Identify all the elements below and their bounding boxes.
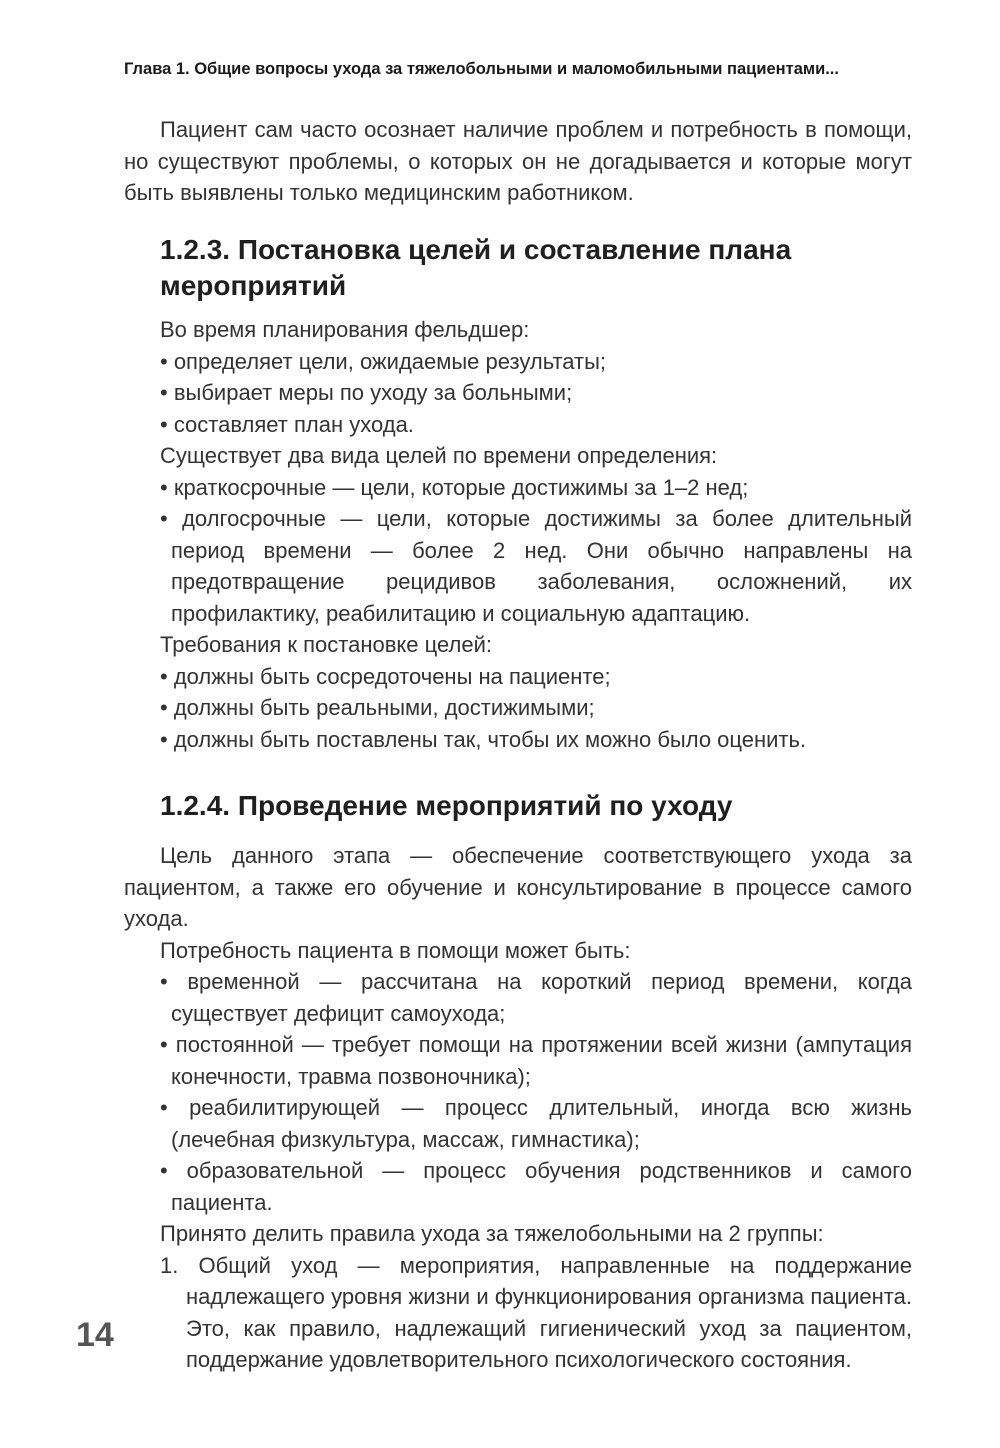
list-item: • выбирает меры по уходу за больными; bbox=[160, 380, 573, 405]
list-item: • постоянной — требует помощи на протяжении всей жизни (ампутация конечности, травма позвоночника); bbox=[160, 1032, 912, 1089]
running-header: Глава 1. Общие вопросы ухода за тяжелобольными и маломобильными пациентами... bbox=[124, 60, 839, 78]
list-item: • долгосрочные — цели, которые достижимы за более длительный период времени — более 2 нед. Они обычно направлены на предотвращение рецидивов заболевания, осложнений, их профилактику, реабилитацию и социальную адаптацию. bbox=[160, 506, 912, 626]
planning-lead: Во время планирования фельдшер: bbox=[160, 317, 530, 342]
numbered-item: 1. Общий уход — мероприятия, направленные на поддержание надлежащего уровня жизни и функционирования организма пациента. Это, как правило, надлежащий гигиенический уход за пациентом, поддержание удовлетворительного психологического состояния. bbox=[160, 1252, 912, 1372]
section-heading-1-2-4: 1.2.4. Проведение мероприятий по уходу bbox=[160, 790, 733, 821]
list-item: • реабилитирующей — процесс длительный, иногда всю жизнь (лечебная физкультура, массаж, гимнастика); bbox=[160, 1095, 912, 1152]
list-item: • образовательной — процесс обучения родственников и самого пациента. bbox=[160, 1158, 912, 1215]
section-heading-1-2-3: 1.2.3. Постановка целей и составление плана мероприятий bbox=[160, 234, 792, 301]
need-lead: Потребность пациента в помощи может быть: bbox=[160, 937, 631, 963]
list-item: • временной — рассчитана на короткий период времени, когда существует дефицит самоухода; bbox=[160, 969, 912, 1026]
rules-lead: Принято делить правила ухода за тяжелобольными на 2 группы: bbox=[160, 1221, 824, 1246]
stage-goal-paragraph: Цель данного этапа — обеспечение соответствующего ухода за пациентом, а также его обучение и консультирование в процессе самого ухода. bbox=[124, 843, 912, 931]
list-item: • должны быть реальными, достижимыми; bbox=[160, 695, 595, 720]
section-1-2-4-body bbox=[124, 840, 912, 1376]
list-item: • определяет цели, ожидаемые результаты; bbox=[160, 348, 607, 374]
list-item: • должны быть сосредоточены на пациенте; bbox=[160, 663, 611, 689]
list-item: • составляет план ухода. bbox=[160, 411, 414, 437]
page-number: 14 bbox=[76, 1316, 114, 1354]
list-item: • должны быть поставлены так, чтобы их можно было оценить. bbox=[160, 726, 807, 752]
section-1-2-3-body bbox=[124, 314, 912, 755]
goal-types-lead: Существует два вида целей по времени определения: bbox=[160, 443, 718, 468]
list-item: • краткосрочные — цели, которые достижимы за 1–2 нед; bbox=[160, 474, 749, 500]
intro-paragraph: Пациент сам часто осознает наличие проблем и потребность в помощи, но существуют проблемы, о которых он не догадывается и которые могут быть выявлены только медицинским работником. bbox=[124, 117, 912, 205]
intro-block bbox=[124, 114, 912, 209]
requirements-lead: Требования к постановке целей: bbox=[160, 632, 492, 657]
